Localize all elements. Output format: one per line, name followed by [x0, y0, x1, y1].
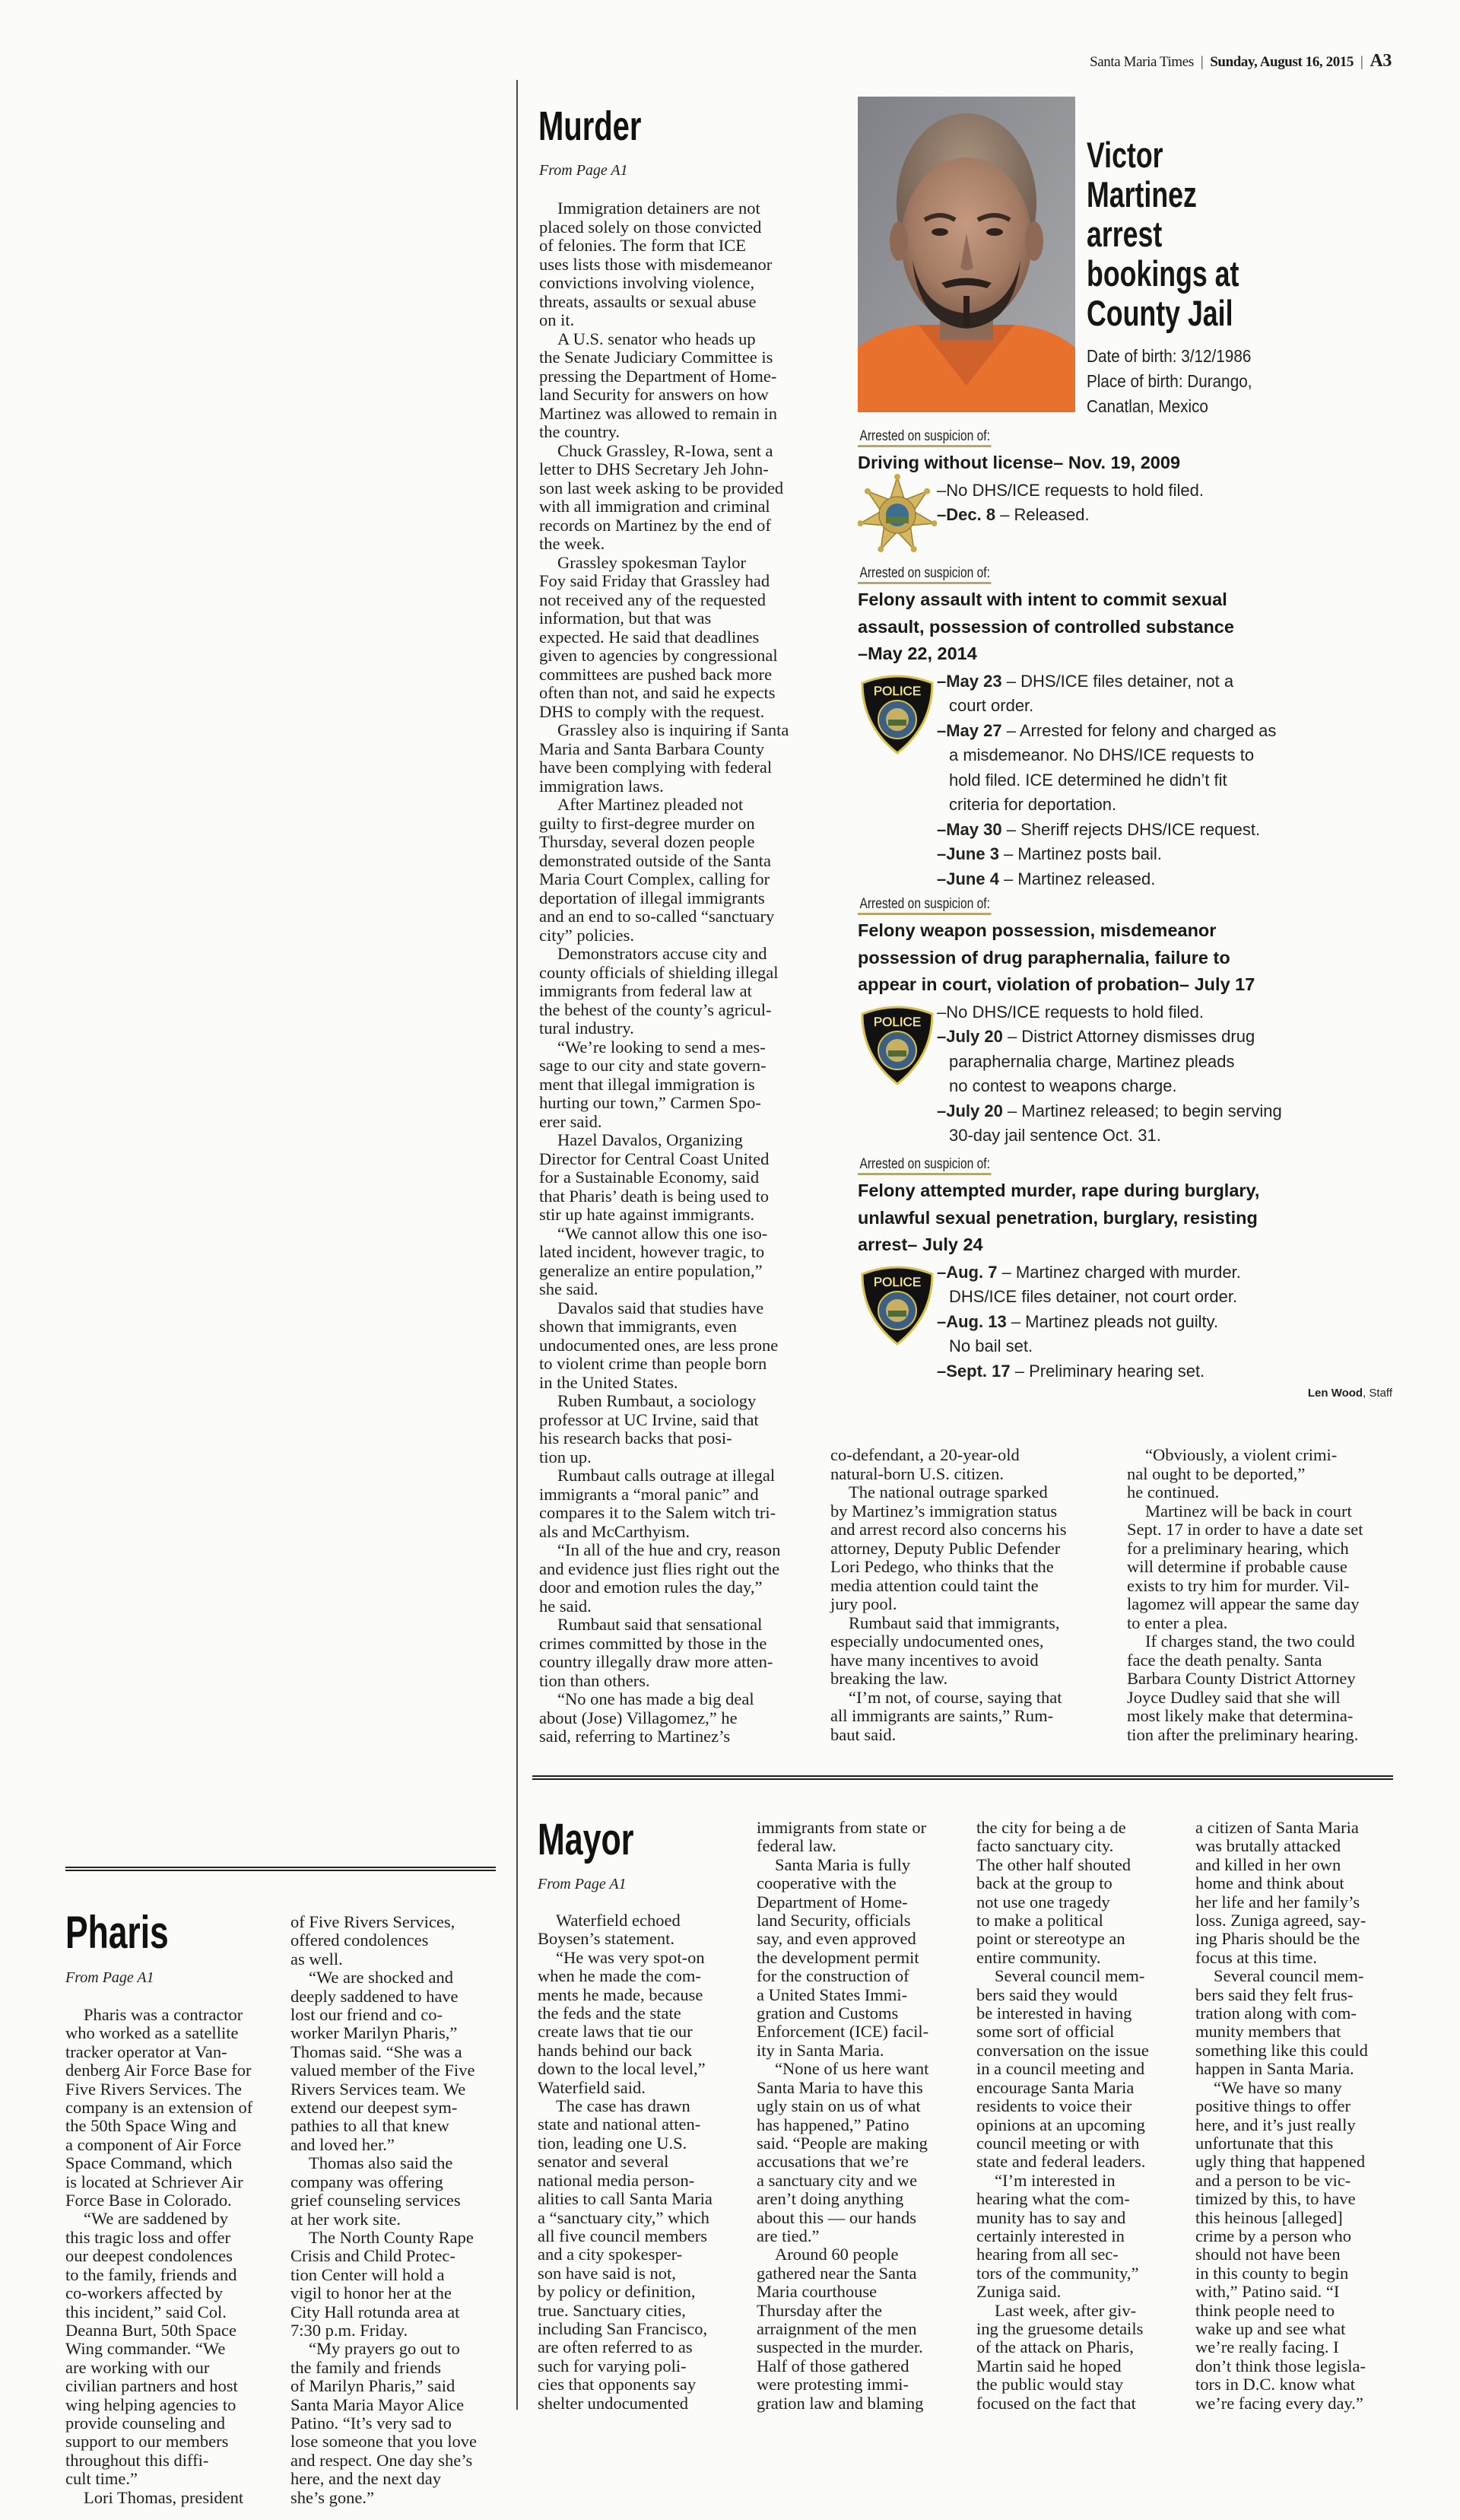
- column-divider: [516, 80, 518, 2410]
- timeline-date: –May 23: [937, 671, 1002, 691]
- article-paragraph: Thomas also said the company was offering grief counseling services at her work site.: [290, 2153, 461, 2229]
- article-paragraph: the city for being a de facto sanctuary city. The other half shouted back at the group to not use one tragedy to make a political point or stereotype an entire community.: [976, 1818, 1132, 1967]
- article-paragraph: Rumbaut calls outrage at illegal immigrants a “moral panic” and compares it to the Salem witch tri- als and McCarthyism.: [539, 1466, 776, 1541]
- timeline-date: –May 27: [937, 720, 1002, 740]
- timeline-item: [937, 1025, 1398, 1099]
- arrest-section: [858, 1156, 1398, 1384]
- issue-date: Sunday, August 16, 2015: [1210, 54, 1354, 70]
- police-patch-icon: [858, 1263, 937, 1347]
- article-paragraph: Waterfield echoed Boysen’s statement.: [538, 1911, 681, 1949]
- timeline-text: – Martinez released.: [998, 869, 1156, 888]
- timeline-item: [937, 1310, 1398, 1359]
- timeline-date: –July 20: [937, 1027, 1003, 1046]
- badge-lettering: POLICE: [873, 683, 922, 698]
- article-paragraph: Rumbaut said that sensational crimes committed by those in the country illegally draw more atten- tion than others.: [539, 1615, 773, 1690]
- murder-column-3: [1127, 1446, 1363, 1744]
- article-paragraph: Lori Thomas, president: [84, 2487, 244, 2507]
- article-paragraph: Pharis was a contractor who worked as a satellite tracker operator at Van- denberg Air Force Base for Five Rivers Services. The company is an extension of the 50th Space Wing and a component of Air Force Space Command, which is located at Schriever Air Force Base in Colorado.: [65, 2005, 253, 2210]
- police-patch-icon: [858, 1003, 937, 1087]
- pharis-column-1: [65, 2006, 252, 2507]
- mayor-column-2: [757, 1819, 928, 2413]
- timeline-text: – Martinez charged with murder. DHS/ICE files detainer, not court order.: [949, 1262, 1241, 1306]
- article-paragraph: A U.S. senator who heads up the Senate Judiciary Committee is pressing the Department of Home- land Security for answers on how Martinez was allowed to remain in the country.: [539, 329, 778, 441]
- article-paragraph: “I’m not, of course, saying that all immigrants are saints,” Rum- baut said.: [830, 1687, 1062, 1744]
- article-paragraph: Grassley spokesman Taylor Foy said Friday that Grassley had not received any of the requested information, but that was expected. He said that deadlines given to agencies by congressional committees are pushed back more often than not, and said he expects DHS to comply with the request.: [539, 552, 778, 721]
- article-paragraph: Around 60 people gathered near the Santa Maria courthouse Thursday after the arraignment of the men suspected in the murder. Half of those gathered were protesting immi- gration law and blaming: [757, 2245, 924, 2413]
- story-headline-pharis: Pharis: [65, 1907, 169, 1958]
- article-paragraph: “Obviously, a violent crimi- nal ought to be deported,” he continued.: [1127, 1445, 1338, 1502]
- arrest-label: Arrested on suspicion of:: [858, 565, 992, 584]
- timeline-text: – Preliminary hearing set.: [1010, 1361, 1205, 1381]
- timeline-text: – Arrested for felony and charged as a misdemeanor. No DHS/ICE requests to hold filed. ICE determined he didn’t fit criteria for deportation.: [949, 720, 1277, 814]
- mayor-column-4: [1195, 1819, 1368, 2413]
- article-paragraph: a citizen of Santa Maria was brutally attacked and killed in her own home and think about her life and her family’s loss. Zuniga agreed, say- ing Pharis should be the focus at this time.: [1195, 1818, 1366, 1967]
- timeline-text: – DHS/ICE files detainer, not a court order.: [949, 671, 1234, 715]
- article-paragraph: “We are shocked and deeply saddened to have lost our friend and co- worker Marilyn Pharis,” Thomas said. “She was a valued member of the Five Rivers Services team. We extend our deepest sym- pathies to all that knew and loved her.”: [290, 1968, 475, 2154]
- article-paragraph: The case has drawn state and national atten- tion, leading one U.S. senator and several national media person- alities to call Santa Maria a “sanctuary city,” which all five council members and a city spokesper- son have said is not, by policy or definition, true. Sanctuary cities, including San Francisco, are often referred to as such for varying poli- cies that opponents say shelter undocumented: [538, 2096, 713, 2413]
- timeline-item: [937, 867, 1398, 892]
- murder-column-2: [830, 1446, 1067, 1744]
- timeline-date: –July 20: [937, 1101, 1003, 1120]
- timeline-item: [937, 1359, 1398, 1384]
- article-paragraph: Several council mem- bers said they would be interested in having some sort of official conversation on the issue in a council meeting and encourage Santa Maria residents to voice their opinions at an upcoming council meeting or with state and federal leaders.: [976, 1966, 1149, 2172]
- mayor-column-3: [976, 1819, 1149, 2413]
- article-paragraph: Ruben Rumbaut, a sociology professor at UC Irvine, said that his research backs that posi- tion up.: [539, 1391, 759, 1467]
- credit-name: Len Wood: [1307, 1387, 1363, 1400]
- article-paragraph: “In all of the hue and cry, reason and evidence just flies right out the door and emotion rules the day,” he said.: [539, 1540, 781, 1616]
- timeline-text: – Released.: [995, 505, 1090, 524]
- timeline-item: [937, 1099, 1398, 1149]
- timeline-item: [937, 478, 1398, 504]
- mugshot-photo: [858, 97, 1075, 412]
- story-headline-murder: Murder: [538, 103, 642, 149]
- sheriff-star-badge-icon: [858, 472, 937, 556]
- infobox-birth-facts: Date of birth: 3/12/1986 Place of birth: Durango, Canatlan, Mexico: [1087, 346, 1252, 416]
- article-paragraph: After Martinez pleaded not guilty to first-degree murder on Thursday, several dozen people demonstrated outside of the Santa Maria Court Complex, calling for deportation of illegal immigrants and an end to so-called “sanctuary city” policies.: [539, 795, 775, 945]
- mayor-column-1: [538, 1911, 713, 2413]
- arrest-section: [858, 896, 1398, 1149]
- article-paragraph: The national outrage sparked by Martinez’s immigration status and arrest record also concerns his attorney, Deputy Public Defender Lori Pedego, who thinks that the media attention could taint the jury pool.: [830, 1482, 1067, 1613]
- timeline-item: [937, 818, 1398, 843]
- article-paragraph: Martinez will be back in court Sept. 17 in order to have a date set for a preliminary hearing, which will determine if probable cause exists to try him for murder. Vil- lagomez will appear the same day to enter a plea.: [1127, 1501, 1363, 1632]
- timeline-text: – Martinez posts bail.: [998, 844, 1162, 863]
- page-number: A3: [1370, 51, 1392, 71]
- article-paragraph: co-defendant, a 20-year-old natural-born U.S. citizen.: [830, 1445, 1020, 1483]
- arrest-label: Arrested on suspicion of:: [858, 428, 992, 447]
- timeline-text: –No DHS/ICE requests to hold filed.: [937, 1002, 1204, 1022]
- article-paragraph: Immigration detainers are not placed solely on those convicted of felonies. The form that ICE uses lists those with misdemeanor convictions involving violence, threats, assaults or sexual abuse on it.: [539, 199, 773, 329]
- timeline-item: [937, 719, 1398, 818]
- timeline-text: –No DHS/ICE requests to hold filed.: [937, 480, 1204, 500]
- jump-line: From Page A1: [538, 1876, 627, 1892]
- header-separator: |: [1200, 54, 1204, 70]
- header-separator: |: [1360, 54, 1363, 70]
- timeline-date: –June 3: [937, 844, 999, 863]
- arrest-timeline: [858, 1000, 1398, 1149]
- badge-lettering: POLICE: [873, 1014, 922, 1029]
- timeline-item: [937, 1260, 1398, 1310]
- article-paragraph: Chuck Grassley, R-Iowa, sent a letter to DHS Secretary Jeh John- son last week asking to be provided with all immigration and criminal records on Martinez by the end of the week.: [539, 440, 784, 553]
- photo-credit: [1308, 1384, 1392, 1403]
- article-paragraph: “My prayers go out to the family and friends of Marilyn Pharis,” said Santa Maria Mayor Alice Patino. “It’s very sad to lose someone that you love and respect. One day she’s here, and the next day she’s gone.”: [290, 2339, 477, 2507]
- murder-column-1: [539, 199, 789, 1746]
- timeline-item: [937, 503, 1398, 528]
- article-paragraph: of Five Rivers Services, offered condolences as well.: [290, 1912, 455, 1969]
- article-paragraph: Rumbaut said that immigrants, especially undocumented ones, have many incentives to avoid breaking the law.: [830, 1613, 1060, 1688]
- arrest-charges: Felony attempted murder, rape during burglary, unlawful sexual penetration, burglary, resisting arrest– July 24: [858, 1181, 1260, 1254]
- article-paragraph: “We’re looking to send a mes- sage to our city and state govern- ment that illegal immigration is hurting our town,” Carmen Spo- erer said.: [539, 1037, 766, 1131]
- section-rule: [65, 1867, 496, 1871]
- pharis-column-2: [290, 1913, 477, 2507]
- article-paragraph: “We cannot allow this one iso- lated incident, however tragic, to generalize an entire population,” she said.: [539, 1223, 768, 1298]
- jump-line: From Page A1: [539, 162, 628, 179]
- arrest-label: Arrested on suspicion of:: [858, 1156, 992, 1175]
- arrest-timeline: [858, 478, 1398, 562]
- article-paragraph: Last week, after giv- ing the gruesome details of the attack on Pharis, Martin said he hoped the public would stay focused on the fact that: [976, 2300, 1144, 2413]
- arrest-charges: Felony assault with intent to commit sexual assault, possession of controlled substance –May 22, 2014: [858, 589, 1234, 663]
- article-paragraph: Davalos said that studies have shown that immigrants, even undocumented ones, are less prone to violent crime than people born in the United States.: [539, 1298, 779, 1392]
- article-paragraph: Demonstrators accuse city and county officials of shielding illegal immigrants from federal law at the behest of the county’s agricul- tural industry.: [539, 944, 779, 1038]
- arrest-charges: Driving without license– Nov. 19, 2009: [858, 453, 1181, 472]
- article-paragraph: Hazel Davalos, Organizing Director for Central Coast United for a Sustainable Economy, said that Pharis’ death is being used to stir up hate against immigrants.: [539, 1130, 770, 1224]
- article-paragraph: “No one has made a big deal about (Jose) Villagomez,” he said, referring to Martinez’s: [539, 1689, 754, 1746]
- timeline-text: – Sheriff rejects DHS/ICE request.: [1001, 819, 1261, 839]
- credit-role: , Staff: [1363, 1387, 1392, 1400]
- timeline-date: –Aug. 7: [937, 1262, 998, 1282]
- section-rule: [532, 1775, 1393, 1780]
- arrest-timeline: [858, 669, 1398, 892]
- page-header: [1090, 50, 1392, 73]
- article-paragraph: Several council mem- bers said they felt frus- tration along with com- munity members that something like this could happen in Santa Maria.: [1195, 1966, 1368, 2079]
- article-paragraph: immigrants from state or federal law.: [757, 1818, 927, 1856]
- article-paragraph: Grassley also is inquiring if Santa Maria and Santa Barbara County have been complying with federal immigration laws.: [539, 720, 789, 796]
- article-paragraph: “We have so many positive things to offer here, and it’s just really unfortunate that this ugly thing that happened and a person to be vic- timized by this, to have this heinous [alleged] crime by a person who should not have been in this county to begin with,” Patino said. “I think people need to wake up and see what we’re really facing. I don’t think those legisla- tors in D.C. know what we’re facing every day.”: [1195, 2077, 1366, 2413]
- article-paragraph: If charges stand, the two could face the death penalty. Santa Barbara County District Attorney Joyce Dudley said that she will most likely make that determina- tion after the preliminary hearing.: [1127, 1632, 1359, 1744]
- timeline-date: –May 30: [937, 819, 1002, 839]
- police-patch-icon: [858, 672, 937, 756]
- article-paragraph: Santa Maria is fully cooperative with the Department of Home- land Security, officials say, and even approved the development permit for the construction of a United States Immi- gration and Customs Enforcement (ICE) facil- ity in Santa Maria.: [757, 1854, 929, 2060]
- timeline-item: [937, 1000, 1398, 1025]
- timeline-date: –June 4: [937, 869, 999, 888]
- newspaper-name: Santa Maria Times: [1090, 54, 1194, 70]
- arrest-timeline: [858, 1260, 1398, 1384]
- jump-line: From Page A1: [65, 1969, 154, 1986]
- timeline-text: – Martinez pleads not guilty. No bail set.: [949, 1311, 1219, 1355]
- timeline-item: [937, 842, 1398, 867]
- infobox-title: Victor Martinez arrest bookings at County Jail: [1087, 135, 1239, 333]
- timeline-item: [937, 669, 1398, 719]
- timeline-date: –Sept. 17: [937, 1361, 1011, 1381]
- arrest-label: Arrested on suspicion of:: [858, 896, 992, 915]
- arrest-section: [858, 565, 1398, 891]
- timeline-date: –Dec. 8: [937, 505, 996, 524]
- arrest-section: [858, 428, 1398, 562]
- article-paragraph: The North County Rape Crisis and Child Protec- tion Center will hold a vigil to honor her at the City Hall rotunda area at 7:30 p.m. Friday.: [290, 2227, 474, 2340]
- article-paragraph: “None of us here want Santa Maria to have this ugly stain on us of what has happened,” Patino said. “People are making accusations that we’re a sanctuary city and we aren’t doing anything about this — our hands are tied.”: [757, 2059, 929, 2245]
- article-paragraph: “I’m interested in hearing what the com- munity has to say and certainly interested in hearing from all sec- tors of the community,” Zuniga said.: [976, 2170, 1139, 2302]
- story-headline-mayor: Mayor: [538, 1815, 634, 1864]
- article-paragraph: “We are saddened by this tragic loss and offer our deepest condolences to the family, friends and co-workers affected by this incident,” said Col. Deanna Burt, 50th Space Wing commander. “We are working with our civilian partners and host wing helping agencies to provide counseling and support to our members throughout this diffi- cult time.”: [65, 2209, 238, 2489]
- badge-lettering: POLICE: [873, 1274, 922, 1289]
- arrest-charges: Felony weapon possession, misdemeanor possession of drug paraphernalia, failure to appear in court, violation of probation– July 17: [858, 920, 1255, 994]
- timeline-text: – District Attorney dismisses drug paraphernalia charge, Martinez pleads no contest to weapons charge.: [949, 1027, 1255, 1095]
- timeline-date: –Aug. 13: [937, 1311, 1007, 1331]
- timeline-text: – Martinez released; to begin serving 30-day jail sentence Oct. 31.: [949, 1101, 1282, 1145]
- article-paragraph: “He was very spot-on when he made the com- ments he made, because the feds and the state create laws that tie our hands behind our back down to the local level,” Waterfield said.: [538, 1947, 706, 2097]
